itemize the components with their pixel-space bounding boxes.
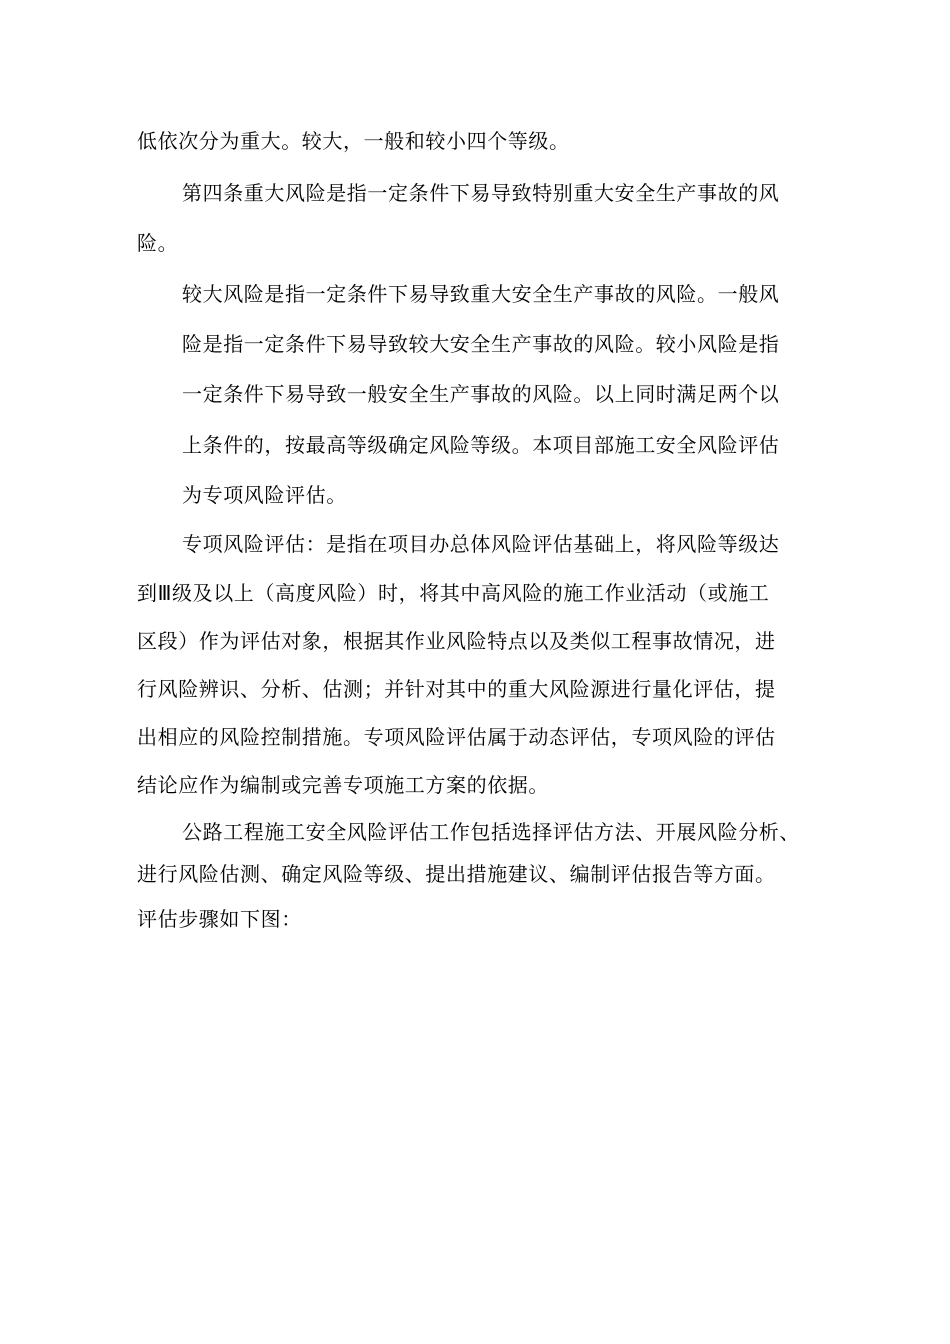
text-line: 评估步骤如下图： bbox=[137, 907, 302, 931]
text-line: 行风险辨识、分析、估测；并针对其中的重大风险源进行量化评估，提 bbox=[137, 677, 776, 701]
text-line: 一定条件下易导致一般安全生产事故的风险。以上同时满足两个以 bbox=[182, 382, 780, 406]
text-line: 结论应作为编制或完善专项施工方案的依据。 bbox=[137, 773, 549, 797]
text-line: 险是指一定条件下易导致较大安全生产事故的风险。较小风险是指 bbox=[182, 332, 780, 356]
text-line: 较大风险是指一定条件下易导致重大安全生产事故的风险。一般风 bbox=[182, 282, 780, 306]
text-line: 为专项风险评估。 bbox=[182, 483, 347, 507]
text-line: 区段）作为评估对象，根据其作业风险特点以及类似工程事故情况，进 bbox=[137, 629, 776, 653]
text-line: 第四条重大风险是指一定条件下易导致特别重大安全生产事故的风 bbox=[182, 181, 780, 205]
text-line: 公路工程施工安全风险评估工作包括选择评估方法、开展风险分析、 bbox=[182, 820, 800, 844]
text-line: 出相应的风险控制措施。专项风险评估属于动态评估，专项风险的评估 bbox=[137, 725, 776, 749]
text-line: 低依次分为重大。较大，一般和较小四个等级。 bbox=[137, 129, 570, 153]
text-line: 上条件的，按最高等级确定风险等级。本项目部施工安全风险评估 bbox=[182, 433, 780, 457]
text-line: 进行风险估测、确定风险等级、提出措施建议、编制评估报告等方面。 bbox=[137, 862, 776, 886]
text-line: 险。 bbox=[137, 231, 179, 255]
text-line: 到Ⅲ级及以上（高度风险）时，将其中高风险的施工作业活动（或施工 bbox=[137, 581, 770, 605]
text-line: 专项风险评估：是指在项目办总体风险评估基础上，将风险等级达 bbox=[182, 532, 780, 556]
